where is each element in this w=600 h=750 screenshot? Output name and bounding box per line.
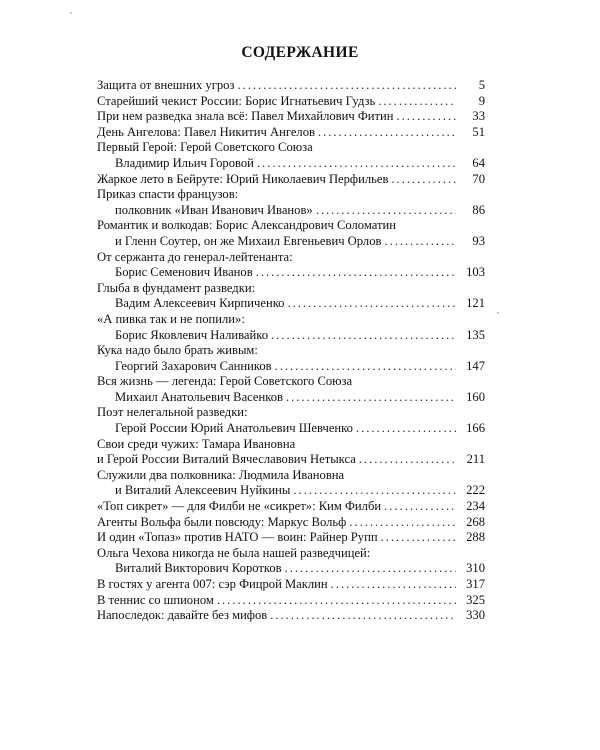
toc-entry: [97, 250, 485, 266]
toc-entry-page: 211: [466, 452, 485, 467]
toc-entry-page: 70: [472, 171, 485, 186]
toc-entry-page: 222: [466, 483, 485, 498]
dot-leader: [356, 421, 456, 437]
toc-entry-text: и Герой России Виталий Вячеславович Нетыкса: [97, 452, 356, 467]
dot-leader: [237, 78, 456, 94]
toc-entry: [97, 483, 485, 499]
toc-entry: [97, 109, 485, 125]
dot-leader: [285, 561, 456, 577]
toc-entry: [97, 577, 485, 593]
dot-leader: [256, 265, 456, 281]
toc-entry: [97, 343, 485, 359]
toc-entry-page: 234: [466, 499, 485, 514]
dot-leader: [349, 515, 456, 531]
toc-entry: [97, 593, 485, 609]
toc-entry-text: «А пивка так и не попили»:: [97, 311, 245, 326]
dot-leader: [270, 608, 456, 624]
toc-entry-page: 160: [466, 389, 485, 404]
toc-entry: [97, 546, 485, 562]
toc-entry-text: Приказ спасти французов:: [97, 187, 239, 202]
toc-entry-page: 268: [466, 514, 485, 529]
toc-entry-page: 64: [472, 155, 485, 170]
dot-leader: [391, 172, 456, 188]
toc-entry: [97, 125, 485, 141]
toc-entry: [97, 312, 485, 328]
toc-entry: [97, 437, 485, 453]
toc-entry-page: 121: [466, 296, 485, 311]
toc-entry-text: Жаркое лето в Бейруте: Юрий Николаевич Перфильев: [97, 171, 389, 186]
toc-entry: [97, 608, 485, 624]
toc-entry: [97, 78, 485, 94]
toc-entry-text: и Гленн Соутер, он же Михаил Евгеньевич Орлов: [115, 233, 382, 248]
dot-leader: [381, 530, 456, 546]
dot-leader: [384, 499, 456, 515]
toc-entry-page: 33: [472, 109, 485, 124]
dot-leader: [217, 593, 456, 609]
dot-leader: [316, 203, 456, 219]
toc-entry-text: Владимир Ильич Горовой: [115, 155, 254, 170]
page-title: СОДЕРЖАНИЕ: [241, 44, 359, 61]
dot-leader: [331, 577, 456, 593]
toc-entry-page: 166: [466, 421, 485, 436]
toc-entry-text: Ольга Чехова никогда не была нашей разведчицей:: [97, 545, 371, 560]
table-of-contents: [97, 78, 485, 624]
toc-entry: [97, 265, 485, 281]
toc-entry-text: Романтик и волкодав: Борис Александрович Соломатин: [97, 218, 396, 233]
dot-leader: [286, 390, 456, 406]
toc-entry-text: Вся жизнь — легенда: Герой Советского Союза: [97, 374, 353, 389]
toc-entry: [97, 452, 485, 468]
toc-entry-text: Свои среди чужих: Тамара Ивановна: [97, 436, 296, 451]
toc-entry-text: Виталий Викторович Коротков: [115, 561, 282, 576]
toc-entry-text: «Топ сикрет» — для Филби не «сикрет»: Ким Филби: [97, 499, 382, 514]
dot-leader: [397, 109, 457, 125]
toc-entry-page: 310: [466, 561, 485, 576]
toc-entry-text: День Ангелова: Павел Никитич Ангелов: [97, 124, 315, 139]
toc-entry: [97, 530, 485, 546]
toc-entry: [97, 187, 485, 203]
toc-entry: [97, 281, 485, 297]
dot-leader: [318, 125, 456, 141]
toc-entry-text: И один «Топаз» против НАТО — воин: Райнер Рупп: [97, 530, 378, 545]
dot-leader: [378, 94, 456, 110]
dot-leader: [293, 483, 456, 499]
toc-entry: [97, 405, 485, 421]
toc-entry-page: 9: [478, 93, 485, 108]
toc-entry-text: В теннис со шпионом: [97, 592, 214, 607]
toc-entry: [97, 328, 485, 344]
toc-entry-page: 330: [466, 608, 485, 623]
dot-leader: [257, 156, 456, 172]
toc-entry: [97, 421, 485, 437]
toc-entry-page: 147: [466, 358, 485, 373]
toc-entry-text: От сержанта до генерал-лейтенанта:: [97, 249, 293, 264]
toc-entry-page: 93: [472, 233, 485, 248]
toc-entry: [97, 374, 485, 390]
toc-entry-text: Герой России Юрий Анатольевич Шевченко: [115, 421, 353, 436]
toc-entry: [97, 234, 485, 250]
toc-entry-text: При нем разведка знала всё: Павел Михайлович Фитин: [97, 109, 394, 124]
toc-entry: [97, 359, 485, 375]
toc-entry-text: Первый Герой: Герой Советского Союза: [97, 140, 313, 155]
toc-entry: [97, 156, 485, 172]
toc-entry: [97, 94, 485, 110]
dot-leader: [287, 296, 456, 312]
toc-entry-text: Защита от внешних угроз: [97, 78, 235, 92]
toc-entry: [97, 140, 485, 156]
dot-leader: [359, 452, 456, 468]
toc-entry-text: полковник «Иван Иванович Иванов»: [115, 202, 313, 217]
toc-entry: [97, 390, 485, 406]
toc-entry-page: 317: [466, 577, 485, 591]
toc-entry-text: Служили два полковника: Людмила Ивановна: [97, 467, 345, 482]
toc-entry: [97, 468, 485, 484]
toc-entry: [97, 515, 485, 531]
toc-entry-text: и Виталий Алексеевич Нуйкины: [115, 483, 291, 498]
toc-entry-page: 86: [472, 202, 485, 217]
toc-entry-text: Борис Яковлевич Наливайко: [115, 327, 269, 342]
toc-entry: [97, 203, 485, 219]
toc-entry-text: Михаил Анатольевич Васенков: [115, 389, 283, 404]
toc-entry-text: Поэт нелегальной разведки:: [97, 405, 248, 420]
dot-leader: [384, 234, 456, 250]
toc-entry-page: 5: [478, 78, 485, 92]
toc-entry: [97, 499, 485, 515]
toc-entry-page: 51: [472, 124, 485, 139]
toc-entry-text: В гостях у агента 007: сэр Фицрой Маклин: [97, 577, 328, 591]
scan-speck: [70, 12, 72, 14]
toc-entry: [97, 561, 485, 577]
toc-entry-text: Георгий Захарович Санников: [115, 358, 272, 373]
toc-entry-page: 325: [466, 592, 485, 607]
toc-entry: [97, 172, 485, 188]
toc-entry-page: 288: [466, 530, 485, 545]
toc-entry: [97, 218, 485, 234]
scan-speck: [497, 312, 499, 314]
toc-entry-page: 103: [466, 265, 485, 280]
toc-entry-text: Кука надо было брать живым:: [97, 343, 258, 358]
toc-entry-text: Агенты Вольфа были повсюду: Маркус Вольф: [97, 514, 347, 529]
dot-leader: [275, 359, 456, 375]
toc-entry-text: Вадим Алексеевич Кирпиченко: [115, 296, 285, 311]
toc-entry-page: 135: [466, 327, 485, 342]
toc-entry-text: Напоследок: давайте без мифов: [97, 608, 268, 623]
toc-entry-text: Глыба в фундамент разведки:: [97, 280, 256, 295]
toc-entry: [97, 296, 485, 312]
toc-entry-text: Борис Семенович Иванов: [115, 265, 253, 280]
toc-entry-text: Старейший чекист России: Борис Игнатьевич Гудзь: [97, 93, 376, 108]
dot-leader: [271, 328, 456, 344]
